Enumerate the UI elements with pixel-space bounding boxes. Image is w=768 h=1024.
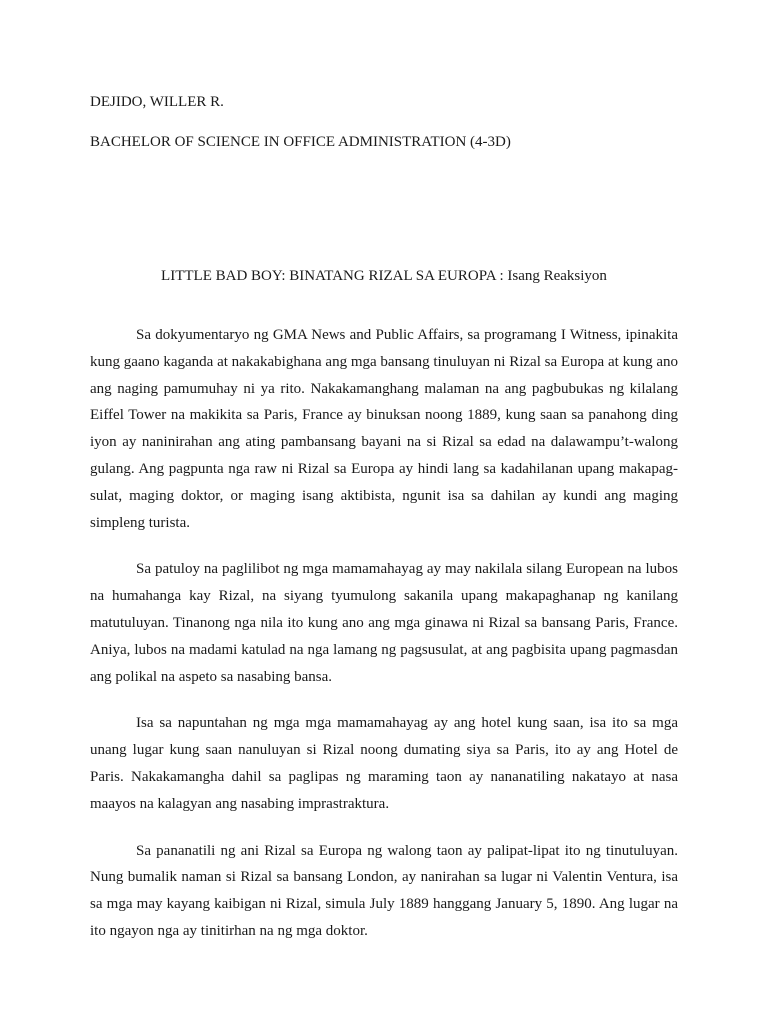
author-name: DEJIDO, WILLER R. bbox=[90, 94, 224, 110]
document-title: LITTLE BAD BOY: BINATANG RIZAL SA EUROPA : Isang Reaksiyon bbox=[161, 268, 607, 284]
document-body bbox=[90, 322, 678, 965]
course-name: BACHELOR OF SCIENCE IN OFFICE ADMINISTRATION (4-3D) bbox=[90, 134, 511, 150]
paragraph: Sa dokyumentaryo ng GMA News and Public Affairs, sa programang I Witness, ipinakita kung gaano kaganda at nakakabighana ang mga bansang tinuluyan ni Rizal sa Europa at kung ano ang naging pamumuhay ni ya rito. Nakakamanghang malaman na ang pagbubukas ng kilalang Eiffel Tower na makikita sa Paris, France ay binuksan noong 1889, kung saan sa panahong ding iyon ay naninirahan ang ating pambansang bayani na si Rizal sa edad na dalawampu’t-walong gulang. Ang pagpunta nga raw ni Rizal sa Europa ay hindi lang sa kadahilanan upang makapag-sulat, maging doktor, or maging isang aktibista, ngunit isa sa dahilan ay kundi ang maging simpleng turista. bbox=[90, 327, 678, 531]
paragraph: Isa sa napuntahan ng mga mga mamamahayag ay ang hotel kung saan, isa ito sa mga unang lugar kung saan nanuluyan si Rizal noong dumating siya sa Paris, ito ay ang Hotel de Paris. Nakakamangha dahil sa paglipas ng maraming taon ay nananatiling nakatayo at nasa maayos na kalagyan ang nasabing imprastraktura. bbox=[90, 715, 678, 812]
paragraph: Sa patuloy na paglilibot ng mga mamamahayag ay may nakilala silang European na lubos na humahanga kay Rizal, na siyang tyumulong sakanila upang makapaghanap ng kanilang matutuluyan. Tinanong nga nila ito kung ano ang mga ginawa ni Rizal sa bansang Paris, France. Aniya, lubos na madami katulad na nga lamang ng pagsusulat, at ang pagbisita upang pagmasdan ang polikal na aspeto sa nasabing bansa. bbox=[90, 561, 678, 685]
paragraph: Sa pananatili ng ani Rizal sa Europa ng walong taon ay palipat-lipat ito ng tinutuluyan. Nung bumalik naman si Rizal sa bansang London, ay nanirahan sa lugar ni Valentin Ventura, isa sa mga may kayang kaibigan ni Rizal, simula July 1889 hanggang January 5, 1890. Ang lugar na ito ngayon nga ay tinitirhan na ng mga doktor. bbox=[90, 842, 678, 939]
